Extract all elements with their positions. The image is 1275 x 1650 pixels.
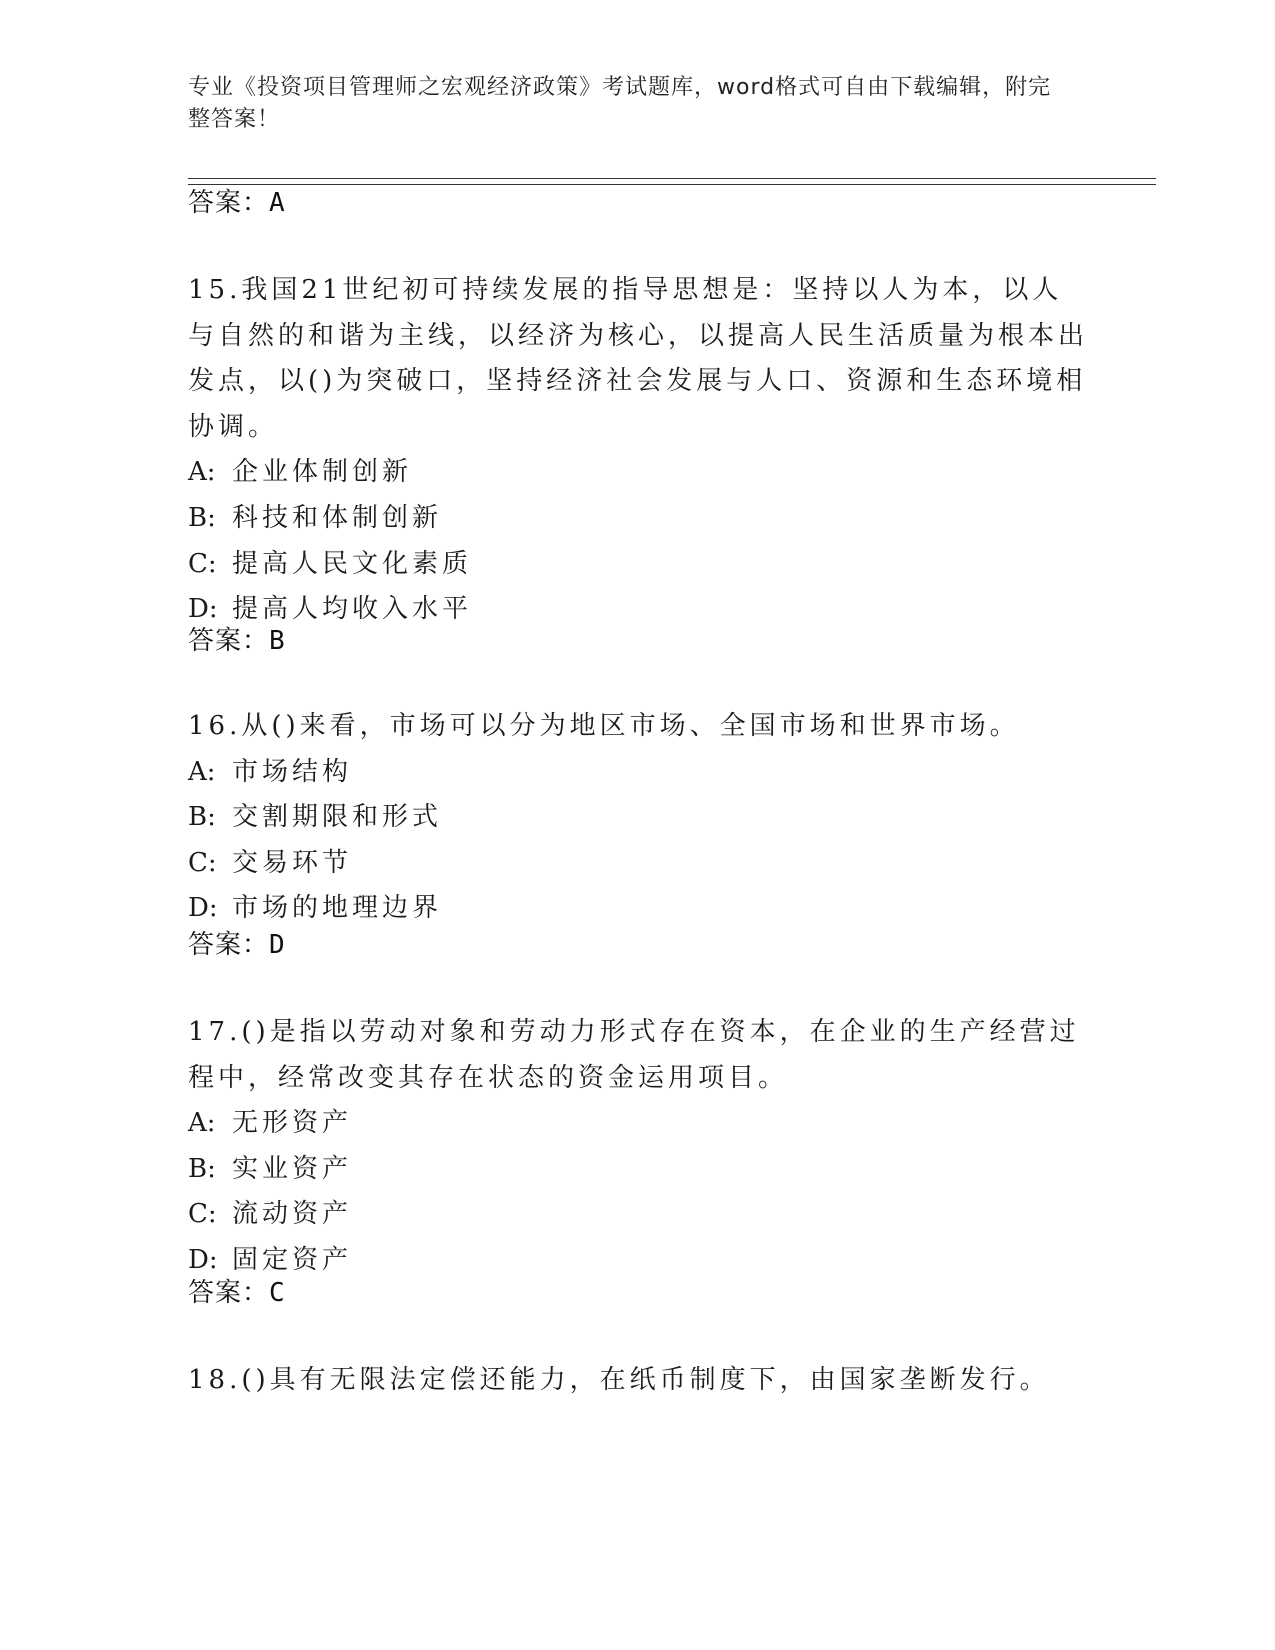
question-stem: 16.从()来看，市场可以分为地区市场、全国市场和世界市场。 <box>188 711 1020 741</box>
option-text: 交割期限和形式 <box>232 802 443 833</box>
option-letter: C: <box>188 1199 217 1230</box>
option-letter: B: <box>188 1153 216 1184</box>
question-15 <box>188 268 1088 633</box>
option-c <box>188 841 1088 887</box>
option-text: 无形资产 <box>232 1108 353 1139</box>
option-text: 市场结构 <box>232 756 353 787</box>
question-stem: 18.()具有无限法定偿还能力，在纸币制度下，由国家垄断发行。 <box>188 1365 1050 1395</box>
option-a <box>188 750 1088 796</box>
answer-line-15 <box>188 624 286 658</box>
answer-line-17 <box>188 1276 286 1310</box>
question-stem: 15.我国21世纪初可持续发展的指导思想是：坚持以人为本，以人与自然的和谐为主线，以经济为核心，以提高人民生活质量为根本出发点，以()为突破口，坚持经济社会发展与人口、资源和生态环境相协调。 <box>188 275 1089 442</box>
option-letter: A: <box>188 457 216 488</box>
answer-value: B <box>269 626 286 656</box>
answer-line-16 <box>188 928 286 962</box>
option-letter: C: <box>188 548 217 579</box>
option-text: 市场的地理边界 <box>232 893 443 924</box>
option-text: 实业资产 <box>232 1153 353 1184</box>
document-header: 专业《投资项目管理师之宏观经济政策》考试题库，word格式可自由下载编辑，附完整答案！ <box>188 75 1052 132</box>
option-letter: A: <box>188 1108 216 1139</box>
option-d <box>188 886 1088 932</box>
option-letter: C: <box>188 847 217 878</box>
option-a <box>188 450 1088 496</box>
answer-value: A <box>269 188 286 218</box>
answer-line-prev <box>188 186 286 220</box>
option-b <box>188 795 1088 841</box>
option-letter: D: <box>188 594 218 625</box>
option-b <box>188 1147 1088 1193</box>
option-d <box>188 1238 1088 1284</box>
question-stem: 17.()是指以劳动对象和劳动力形式存在资本，在企业的生产经营过程中，经常改变其存在状态的资金运用项目。 <box>188 1017 1080 1093</box>
option-letter: B: <box>188 802 216 833</box>
question-16 <box>188 704 1088 932</box>
option-text: 科技和体制创新 <box>232 502 443 533</box>
option-c <box>188 1192 1088 1238</box>
answer-label: 答案： <box>188 626 270 656</box>
option-text: 交易环节 <box>232 847 353 878</box>
answer-label: 答案： <box>188 188 270 218</box>
option-letter: D: <box>188 893 218 924</box>
answer-value: D <box>269 930 286 960</box>
header-divider <box>188 178 1156 185</box>
answer-label: 答案： <box>188 1278 270 1308</box>
option-text: 企业体制创新 <box>232 457 413 488</box>
option-letter: A: <box>188 756 216 787</box>
question-17 <box>188 1010 1088 1284</box>
option-d <box>188 587 1088 633</box>
option-text: 提高人均收入水平 <box>232 594 473 625</box>
answer-label: 答案： <box>188 930 270 960</box>
option-c <box>188 542 1088 588</box>
option-b <box>188 496 1088 542</box>
question-18 <box>188 1358 1088 1404</box>
answer-value: C <box>269 1278 286 1308</box>
option-letter: B: <box>188 502 216 533</box>
option-text: 提高人民文化素质 <box>232 548 473 579</box>
option-text: 流动资产 <box>232 1199 353 1230</box>
option-letter: D: <box>188 1244 218 1275</box>
option-text: 固定资产 <box>232 1244 353 1275</box>
option-a <box>188 1101 1088 1147</box>
